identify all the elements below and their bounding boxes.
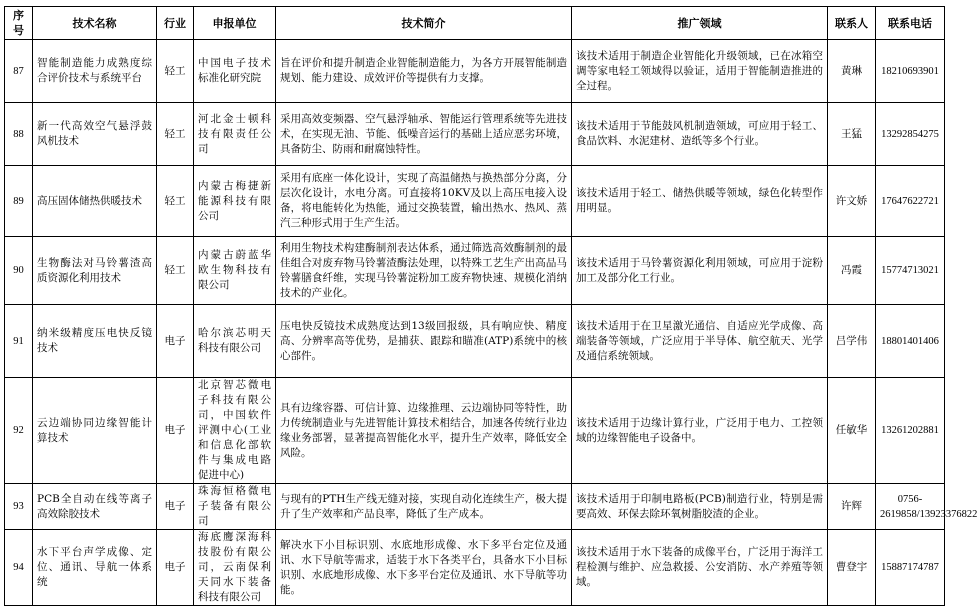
cell-no: 91 bbox=[5, 305, 33, 378]
cell-field: 该技术适用于在卫星激光通信、自适应光学成像、高端装备等领域，广泛应用于半导体、航空航天、光学及通信系统领域。 bbox=[572, 305, 828, 378]
cell-intro: 解决水下小目标识别、水底地形成像、水下多平台定位及通讯、水下导航等需求，适装于水下各类平台，具备水下小目标识别、水底地形成像、水下多平台定位及通讯、水下导航等功能。 bbox=[276, 530, 572, 606]
header-intro: 技术简介 bbox=[276, 7, 572, 40]
cell-intro: 旨在评价和提升制造企业智能制造能力，为各方开展智能制造规划、能力建设、成效评价等提供有力支撑。 bbox=[276, 40, 572, 103]
header-row bbox=[5, 7, 945, 40]
table-row bbox=[5, 237, 945, 305]
cell-phone: 18801401406 bbox=[876, 305, 945, 378]
cell-intro: 利用生物技术构建酶制剂表达体系，通过筛选高效酶制剂的最佳组合对废弃物马铃薯渣酶法处理，以特殊工艺生产出高品马铃薯膳食纤维，实现马铃薯淀粉加工废弃物快速、规模化消纳技术的产业化。 bbox=[276, 237, 572, 305]
cell-unit: 中国电子技术标准化研究院 bbox=[194, 40, 276, 103]
header-industry: 行业 bbox=[157, 7, 194, 40]
cell-no: 92 bbox=[5, 378, 33, 484]
cell-industry: 电子 bbox=[157, 378, 194, 484]
cell-intro: 压电快反镜技术成熟度达到13级回报级，具有响应快、精度高、分辨率高等优势，是捕获、跟踪和瞄准(ATP)系统中的核心部件。 bbox=[276, 305, 572, 378]
cell-industry: 电子 bbox=[157, 484, 194, 530]
cell-phone: 13292854275 bbox=[876, 103, 945, 166]
cell-name: PCB全自动在线等离子高效除胶技术 bbox=[33, 484, 157, 530]
cell-unit: 哈尔滨芯明天科技有限公司 bbox=[194, 305, 276, 378]
header-name: 技术名称 bbox=[33, 7, 157, 40]
cell-industry: 轻工 bbox=[157, 40, 194, 103]
cell-intro: 采用高效变频器、空气悬浮轴承、智能运行管理系统等先进技术，在实现无油、节能、低噪音运行的基础上适应恶劣环境，具备防尘、防雨和耐腐蚀特性。 bbox=[276, 103, 572, 166]
technology-table bbox=[4, 6, 977, 606]
cell-name: 水下平台声学成像、定位、通讯、导航一体系统 bbox=[33, 530, 157, 606]
cell-unit: 北京智芯微电子科技有限公司，中国软件评测中心(工业和信息化部软件与集成电路促进中心) bbox=[194, 378, 276, 484]
cell-name: 高压固体储热供暖技术 bbox=[33, 166, 157, 237]
header-no: 序号 bbox=[5, 7, 33, 40]
cell-field: 该技术适用于节能鼓风机制造领域，可应用于轻工、食品饮料、水泥建材、造纸等多个行业。 bbox=[572, 103, 828, 166]
cell-no: 88 bbox=[5, 103, 33, 166]
cell-contact: 冯霞 bbox=[828, 237, 876, 305]
table-row bbox=[5, 103, 945, 166]
cell-no: 87 bbox=[5, 40, 33, 103]
table-row bbox=[5, 530, 945, 606]
cell-intro: 具有边缘容器、可信计算、边缘推理、云边端协同等特性，助力传统制造业与先进智能计算技术相结合，加速各传统行业边缘业务部署，显著提高智能化水平，提升生产效率，降低安全风险。 bbox=[276, 378, 572, 484]
cell-name: 纳米级精度压电快反镜技术 bbox=[33, 305, 157, 378]
cell-contact: 黄琳 bbox=[828, 40, 876, 103]
cell-no: 90 bbox=[5, 237, 33, 305]
cell-industry: 轻工 bbox=[157, 103, 194, 166]
cell-field: 该技术适用于马铃薯资源化利用领域，可应用于淀粉加工及部分化工行业。 bbox=[572, 237, 828, 305]
cell-field: 该技术适用于边缘计算行业，广泛用于电力、工控领域的边缘智能电子设备中。 bbox=[572, 378, 828, 484]
cell-name: 新一代高效空气悬浮鼓风机技术 bbox=[33, 103, 157, 166]
cell-phone: 17647622721 bbox=[876, 166, 945, 237]
table-row bbox=[5, 305, 945, 378]
cell-industry: 轻工 bbox=[157, 166, 194, 237]
header-contact: 联系人 bbox=[828, 7, 876, 40]
cell-phone: 13261202881 bbox=[876, 378, 945, 484]
header-phone: 联系电话 bbox=[876, 7, 945, 40]
cell-industry: 轻工 bbox=[157, 237, 194, 305]
cell-phone: 18210693901 bbox=[876, 40, 945, 103]
cell-name: 生物酶法对马铃薯渣高质资源化利用技术 bbox=[33, 237, 157, 305]
cell-intro: 采用有底座一体化设计，实现了高温储热与换热部分分离，分层次化设计，水电分离。可直接将10KV及以上高压电接入设备，将电能转化为热能，通过交换装置，输出热水、热风、蒸汽三种形式用于生产生活。 bbox=[276, 166, 572, 237]
cell-contact: 任敏华 bbox=[828, 378, 876, 484]
cell-phone: 15887174787 bbox=[876, 530, 945, 606]
cell-name: 云边端协同边缘智能计算技术 bbox=[33, 378, 157, 484]
cell-unit: 海底鹰深海科技股份有限公司，云南保利天同水下装备科技有限公司 bbox=[194, 530, 276, 606]
cell-unit: 内蒙古蔚蓝华欧生物科技有限公司 bbox=[194, 237, 276, 305]
cell-industry: 电子 bbox=[157, 530, 194, 606]
table-row bbox=[5, 378, 945, 484]
cell-no: 93 bbox=[5, 484, 33, 530]
table-row bbox=[5, 166, 945, 237]
cell-field: 该技术适用于印制电路板(PCB)制造行业，特别是需要高效、环保去除环氧树脂胶渣的企业。 bbox=[572, 484, 828, 530]
cell-intro: 与现有的PTH生产线无缝对接，实现自动化连续生产，极大提升了生产效率和产品良率，降低了生产成本。 bbox=[276, 484, 572, 530]
cell-field: 该技术适用于水下装备的成像平台，广泛用于海洋工程检测与维护、应急救援、公安消防、水产养殖等领域。 bbox=[572, 530, 828, 606]
header-field: 推广领域 bbox=[572, 7, 828, 40]
cell-name: 智能制造能力成熟度综合评价技术与系统平台 bbox=[33, 40, 157, 103]
cell-field: 该技术适用于轻工、储热供暖等领域，绿色化转型作用明显。 bbox=[572, 166, 828, 237]
header-unit: 申报单位 bbox=[194, 7, 276, 40]
cell-unit: 内蒙古梅捷新能源科技有限公司 bbox=[194, 166, 276, 237]
cell-no: 89 bbox=[5, 166, 33, 237]
cell-contact: 许辉 bbox=[828, 484, 876, 530]
cell-industry: 电子 bbox=[157, 305, 194, 378]
cell-unit: 珠海恒格微电子装备有限公司 bbox=[194, 484, 276, 530]
cell-contact: 曹登宇 bbox=[828, 530, 876, 606]
table-row bbox=[5, 484, 945, 530]
cell-no: 94 bbox=[5, 530, 33, 606]
cell-contact: 许文娇 bbox=[828, 166, 876, 237]
cell-contact: 吕学伟 bbox=[828, 305, 876, 378]
cell-contact: 王猛 bbox=[828, 103, 876, 166]
cell-unit: 河北金士顿科技有限责任公司 bbox=[194, 103, 276, 166]
table-row bbox=[5, 40, 945, 103]
cell-phone: 15774713021 bbox=[876, 237, 945, 305]
cell-field: 该技术适用于制造企业智能化升级领域，已在冰箱空调等家电轻工领域得以验证，适用于智能制造推进的全过程。 bbox=[572, 40, 828, 103]
cell-phone: 0756-2619858/13923376822 bbox=[876, 484, 945, 530]
